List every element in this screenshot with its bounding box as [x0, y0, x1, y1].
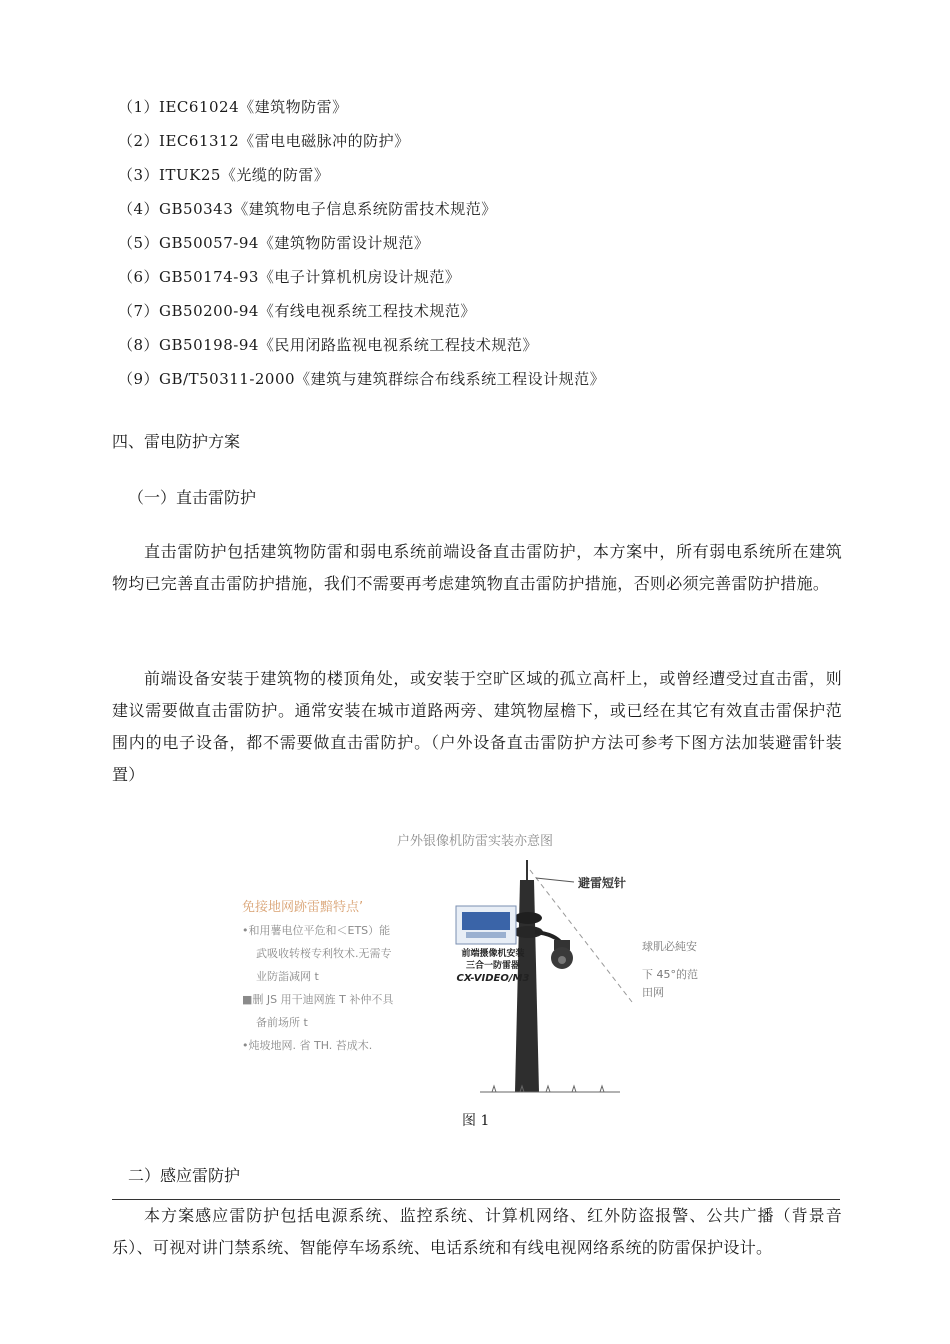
list-item: （6）GB50174-93《电子计算机机房设计规范》	[118, 268, 461, 286]
list-item: （7）GB50200-94《有线电视系统工程技术规范》	[118, 302, 476, 320]
figure-title: 户外银像机防雷实装亦意图	[396, 834, 553, 849]
box-label-line: 三合一防雷器	[465, 961, 520, 971]
paragraph-induced-lightning: 本方案感应雷防护包括电源系统、监控系统、计算机网络、红外防盗报警、公共广播（背景音乐）、可视对讲门禁系统、智能停车场系统、电话系统和有线电视网络系统的防雷保护设计。	[112, 1206, 842, 1257]
camera-label-line: 田网	[642, 986, 664, 999]
camera-label-line: 下 45°的范	[642, 968, 698, 981]
pole-bracket	[514, 912, 542, 924]
list-item: （1）IEC61024《建筑物防雷》	[118, 98, 348, 116]
surge-protector-terminals	[466, 932, 506, 938]
list-item: （4）GB50343《建筑物电子信息系统防雷技术规范》	[118, 200, 497, 218]
list-item: （9）GB/T50311-2000《建筑与建筑群综合布线系统工程设计规范》	[118, 370, 606, 388]
camera-label: 球肌必純安	[642, 940, 697, 953]
camera-label	[642, 966, 712, 1002]
camera-lens	[558, 956, 566, 964]
callout-item	[242, 919, 422, 988]
list-item: （2）IEC61312《雷电电磁脉冲的防护》	[118, 132, 410, 150]
list-item: （3）ITUK25《光缆的防雷》	[118, 166, 330, 184]
box-model: CX-VIDEO/M3	[456, 973, 530, 984]
paragraph-frontend-devices: 前端设备安装于建筑物的楼顶角处，或安装于空旷区域的孤立高杆上，或曾经遭受过直击雷，则建议需要做直击雷防护。通常安装在城市道路两旁、建筑物屋檐下，或已经在其它有效直击雷保护范围内的电子设备，都不需要做直击雷防护。（户外设备直击雷防护方法可参考下图方法加装避雷针装置）	[112, 669, 842, 784]
callout-item	[242, 988, 422, 1034]
callout-line: 武吸收转桜专利牧术.无需专	[256, 947, 392, 960]
paragraph-direct-lightning-intro: 直击雷防护包括建筑物防雷和弱电系统前端设备直击雷防护，本方案中，所有弱电系统所在建筑物均已完善直击雷防护措施，我们不需要再考虑建筑物直击雷防护措施，否则必须完善雷防护措施。	[112, 542, 842, 593]
callout-line: ■删 JS 用干迪网旌 T 补仲不具	[242, 993, 394, 1006]
callout-line: •炖坡地网. 省 TH. 苔成木.	[242, 1039, 373, 1052]
list-item: （5）GB50057-94《建筑物防雷设计规范》	[118, 234, 430, 252]
callout-line: 业防詣减网 t	[256, 970, 319, 983]
list-item: （8）GB50198-94《民用闭路监视电视系统工程技术规范》	[118, 336, 538, 354]
grass-marks	[492, 1086, 604, 1092]
surge-protector-label	[448, 948, 538, 985]
rod-label-pointer	[536, 878, 574, 882]
lightning-protection-figure	[230, 822, 720, 1137]
subsection-heading-induced-lightning: 二）感应雷防护	[128, 1166, 241, 1185]
callout-line: •和用薯电位平危和＜ETS）能	[242, 924, 391, 937]
figure-caption: 图 1	[462, 1113, 490, 1129]
pole-body	[515, 880, 539, 1092]
section-heading: 四、雷电防护方案	[112, 432, 241, 451]
callout-line: 备前场所 t	[256, 1016, 308, 1029]
callout-item	[242, 1034, 422, 1057]
rod-label: 避雷短针	[578, 876, 627, 890]
subsection-heading-direct-lightning: （一）直击雷防护	[128, 488, 257, 507]
box-label-line: 前端摄像机安装	[461, 949, 525, 959]
standards-list	[118, 94, 605, 400]
surge-protector-face	[462, 912, 510, 930]
callout-title: 免接地网跡雷黯特点’	[242, 900, 364, 915]
